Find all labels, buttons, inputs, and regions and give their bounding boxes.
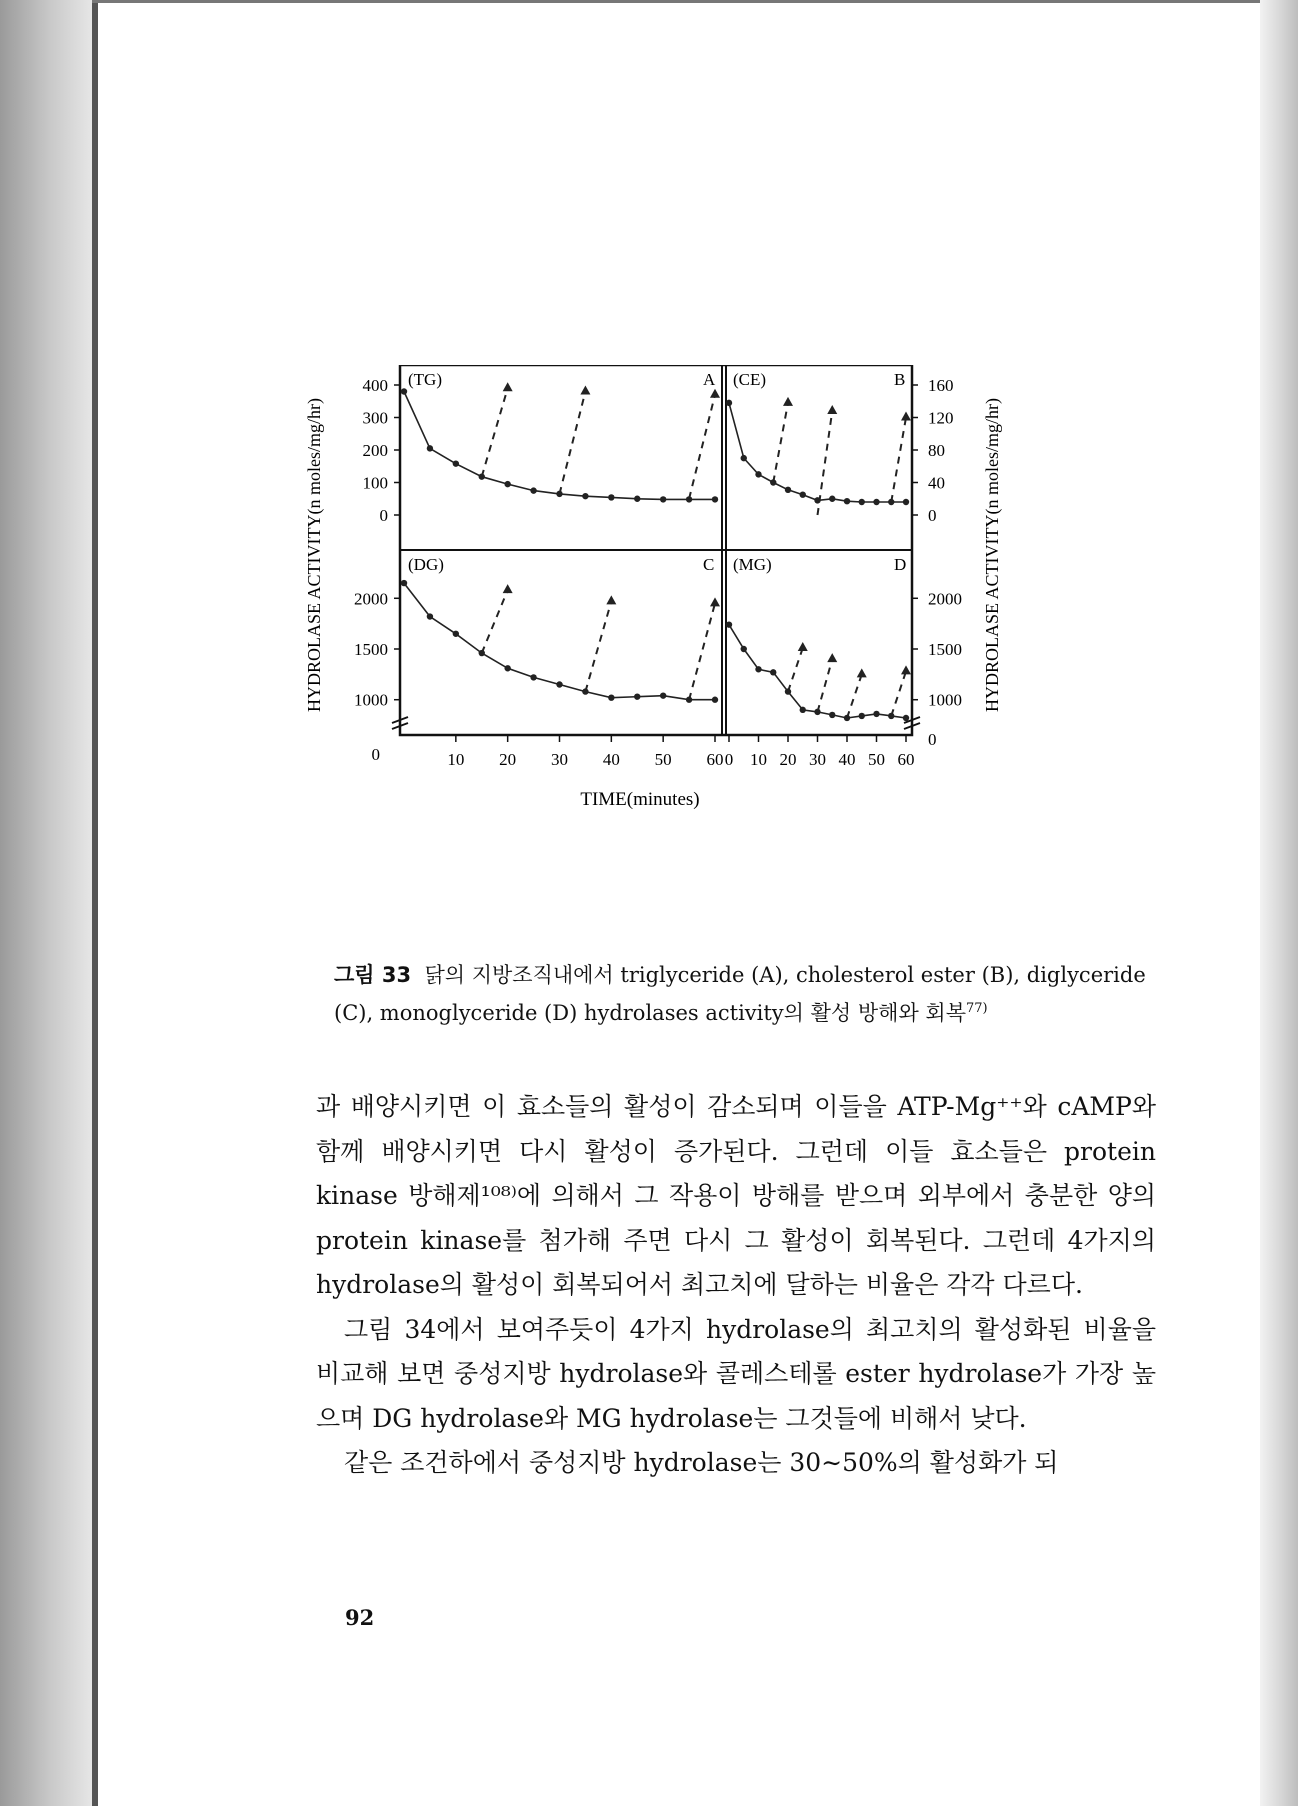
panel-B-data-point — [873, 499, 879, 505]
panel-B-data-point — [903, 499, 909, 505]
panel-A-recovery-point — [580, 386, 590, 395]
paragraph-1: 과 배양시키면 이 효소들의 활성이 감소되며 이들을 ATP-Mg⁺⁺와 cAMP와 함께 배양시키면 다시 활성이 증가된다. 그런데 이들 효소들은 protein kinase 방해제¹⁰⁸⁾에 의해서 그 작용이 방해를 받으며 외부에서 충분한 양의 protein kinase를 첨가해 주면 다시 그 활성이 회복된다. 그런데 4가지의 hydrolase의 활성이 회복되어서 최고치에 달하는 비율은 각각 다르다. — [316, 1092, 1156, 1299]
panel-B-data-point — [829, 496, 835, 502]
caption-ref: 77) — [965, 1001, 988, 1016]
panel-D-ytick-label: 1500 — [928, 640, 962, 659]
xtick-label-left: 40 — [602, 750, 620, 769]
panel-A-data-point — [660, 496, 666, 502]
panel-C-data-point — [660, 692, 666, 698]
panel-B-data-point — [800, 491, 806, 497]
panel-C-recovery-line — [689, 603, 715, 699]
panel-C-data-point — [608, 694, 614, 700]
caption-label: 그림 33 — [334, 963, 412, 987]
panel-C-data-point — [634, 693, 640, 699]
panel-C-recovery-line — [585, 601, 611, 691]
panel-B-ytick-label: 0 — [928, 506, 937, 525]
panel-B-data-point — [785, 487, 791, 493]
paragraph-3: 같은 조건하에서 중성지방 hydrolase는 30∼50%의 활성화가 되 — [344, 1448, 1059, 1477]
panel-D-data-point — [755, 666, 761, 672]
panel-A-ytick-label: 100 — [362, 473, 388, 493]
panel-D-recovery-line — [788, 648, 803, 692]
panel-C-name: (DG) — [408, 555, 444, 574]
panel-D-recovery-line — [818, 659, 833, 712]
panel-D-data-point — [770, 669, 776, 675]
panel-B-data-point — [844, 498, 850, 504]
panel-D-ytick-label: 1000 — [928, 690, 962, 710]
panel-A-ytick-label: 300 — [362, 408, 388, 428]
panel-A-data-point — [401, 388, 407, 394]
book-edge-left — [0, 0, 92, 1806]
panel-C-ytick-label: 2000 — [354, 589, 388, 609]
panel-C-data-point — [427, 613, 433, 619]
body-text — [316, 1085, 1156, 1486]
panel-C-data-point — [712, 697, 718, 703]
panel-D-data-point — [873, 711, 879, 717]
ytick-zero-right: 0 — [928, 730, 937, 749]
panel-A-ytick-label: 200 — [362, 441, 388, 460]
panel-B-ytick-label: 80 — [928, 441, 945, 460]
panel-D-recovery-point — [827, 653, 837, 662]
panel-A-decay-line — [404, 392, 715, 500]
xtick-label-right: 20 — [779, 750, 797, 769]
panel-B-letter: B — [894, 370, 906, 389]
panel-D-ytick-label: 2000 — [928, 589, 962, 609]
panel-A-recovery-point — [710, 389, 720, 398]
panel-C-data-point — [504, 665, 510, 671]
panel-A-ytick-label: 400 — [362, 376, 388, 395]
panel-C-letter: C — [703, 555, 715, 574]
panel-B-data-point — [859, 499, 865, 505]
panel-D-name: (MG) — [733, 555, 772, 574]
panel-B-decay-line — [729, 403, 906, 502]
panel-D-recovery-point — [857, 668, 867, 677]
figure-caption — [334, 958, 1154, 1030]
panel-D-data-point — [800, 707, 806, 713]
panel-B-ytick-label: 160 — [928, 376, 954, 395]
panel-B-recovery-point — [783, 397, 793, 406]
panel-B-recovery-point — [827, 405, 837, 414]
xtick-label-right: 10 — [750, 750, 767, 769]
panel-B-name: (CE) — [733, 370, 767, 389]
panel-B-data-point — [741, 455, 747, 461]
xtick-label-left: 50 — [654, 750, 672, 769]
panel-D-recovery-point — [901, 665, 911, 674]
panel-A-data-point — [608, 494, 614, 500]
book-edge-right — [1260, 0, 1298, 1806]
panel-B-data-point — [726, 400, 732, 406]
panel-C-recovery-point — [606, 595, 616, 604]
panel-A-recovery-point — [503, 382, 513, 391]
panel-C-data-point — [401, 580, 407, 586]
panel-A-recovery-line — [482, 388, 508, 476]
panel-D-data-point — [829, 712, 835, 718]
panel-C-recovery-point — [503, 584, 513, 593]
panel-C-data-point — [453, 631, 459, 637]
panel-B-ytick-label: 120 — [928, 408, 954, 428]
panel-A-data-point — [582, 493, 588, 499]
panel-A-data-point — [634, 496, 640, 502]
ytick-zero-left: 0 — [371, 745, 380, 764]
panel-D-data-point — [741, 646, 747, 652]
panel-C-data-point — [530, 674, 536, 680]
xtick-label-left: 20 — [499, 750, 517, 769]
panel-A-recovery-line — [689, 395, 715, 499]
panel-D-data-point — [726, 621, 732, 627]
panel-C-data-point — [556, 681, 562, 687]
panel-B-data-point — [755, 471, 761, 477]
panel-D-recovery-line — [847, 674, 862, 718]
xtick-label-left: 60 — [706, 750, 724, 769]
y-axis-title-left: HYDROLASE ACTIVITY(n moles/mg/hr) — [304, 398, 324, 712]
panel-A-data-point — [530, 487, 536, 493]
hydrolase-figure — [300, 365, 1180, 945]
panel-A-recovery-line — [560, 392, 586, 494]
panel-B-ytick-label: 40 — [928, 473, 945, 493]
page-number: 92 — [345, 1605, 375, 1630]
panel-A-data-point — [504, 481, 510, 487]
y-axis-title-right: HYDROLASE ACTIVITY(n moles/mg/hr) — [982, 398, 1002, 712]
panel-A-data-point — [712, 496, 718, 502]
panel-A-ytick-label: 0 — [379, 506, 388, 525]
panel-D-decay-line — [729, 625, 906, 718]
panel-C-recovery-line — [482, 590, 508, 653]
panel-D-data-point — [859, 713, 865, 719]
panel-A-data-point — [427, 445, 433, 451]
panel-D-letter: D — [894, 555, 907, 574]
panel-A-data-point — [453, 460, 459, 466]
book-edge-shadow — [92, 0, 98, 1806]
page-top-edge — [92, 0, 1260, 3]
panel-A-name: (TG) — [408, 370, 442, 389]
xtick-label-right: 60 — [897, 750, 915, 769]
xtick-label-left: 30 — [551, 750, 568, 769]
caption-text: 닭의 지방조직내에서 triglyceride (A), cholesterol ester (B), diglyceride (C), monoglyceride (D) hydrolases activity의 활성 방해와 회복 — [334, 963, 1146, 1025]
panel-B-recovery-line — [891, 418, 906, 503]
panel-D-data-point — [903, 715, 909, 721]
panel-D-recovery-line — [891, 671, 906, 716]
panel-C-recovery-point — [710, 597, 720, 606]
panel-B-recovery-line — [773, 403, 788, 483]
panel-C-ytick-label: 1500 — [354, 640, 388, 659]
x-axis-title: TIME(minutes) — [580, 789, 700, 810]
panel-B-recovery-point — [901, 412, 911, 421]
xtick-label-right: 30 — [809, 750, 826, 769]
xtick-label-right: 40 — [838, 750, 856, 769]
xtick-label-right: 0 — [724, 750, 734, 769]
panel-A-letter: A — [703, 370, 716, 389]
xtick-label-left: 10 — [447, 750, 465, 769]
panel-C-ytick-label: 1000 — [354, 690, 388, 710]
paragraph-2: 그림 34에서 보여주듯이 4가지 hydrolase의 최고치의 활성화된 비율을 비교해 보면 중성지방 hydrolase와 콜레스테롤 ester hydrolase가 가장 높으며 DG hydrolase와 MG hydrolase는 그것들에 비해서 낮다. — [316, 1314, 1156, 1433]
panel-D-recovery-point — [798, 642, 808, 651]
xtick-label-right: 50 — [868, 750, 885, 769]
